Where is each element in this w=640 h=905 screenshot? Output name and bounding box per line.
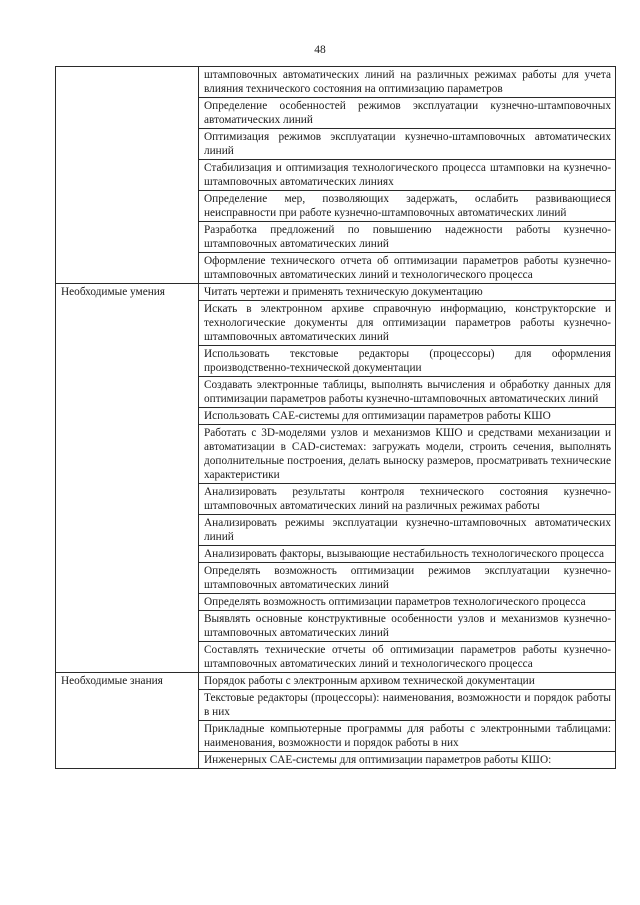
table-cell: Текстовые редакторы (процессоры): наименования, возможности и порядок работы в них [199,689,615,720]
table-cell: Разработка предложений по повышению надежности работы кузнечно-штамповочных автоматических линий [199,221,615,252]
section-label [56,67,199,283]
table-cell: штамповочных автоматических линий на различных режимах работы для учета влияния технического состояния на оптимизацию параметров [204,69,611,95]
table-cell: Инженерных CAE-системы для оптимизации параметров работы КШО: [199,751,615,768]
section-cells [199,284,615,672]
section-cells [199,673,615,768]
table-cell: Порядок работы с электронным архивом технической документации [204,675,535,687]
table-cell: Анализировать результаты контроля технического состояния кузнечно-штамповочных автоматических линий на различных режимах работы [199,483,615,514]
section-required-skills [56,284,615,673]
table-cell: Работать с 3D-моделями узлов и механизмов КШО и средствами механизации и автоматизации в CAD-системах: загружать модели, строить сечения, выполнять дополнительные построения, делать выноску размеров, просматривать технические характеристики [199,424,615,483]
table-cell: Прикладные компьютерные программы для работы с электронными таблицами: наименования, возможности и порядок работы в них [199,720,615,751]
table-cell: Анализировать режимы эксплуатации кузнечно-штамповочных автоматических линий [199,514,615,545]
requirements-table [55,66,616,769]
table-cell: Искать в электронном архиве справочную информацию, конструкторские и технологические документы для оптимизации параметров работы кузнечно-штамповочных автоматических линий [199,300,615,345]
table-cell: Определение особенностей режимов эксплуатации кузнечно-штамповочных автоматических линий [199,97,615,128]
table-cell: Оформление технического отчета об оптимизации параметров работы кузнечно-штамповочных автоматических линий и технологического процесса [199,252,615,283]
table-cell: Читать чертежи и применять техническую документацию [204,286,483,298]
section-label: Необходимые знания [56,673,199,768]
section-label: Необходимые умения [56,284,199,672]
table-cell: Анализировать факторы, вызывающие нестабильность технологического процесса [199,545,615,562]
table-cell: Составлять технические отчеты об оптимизации параметров работы кузнечно-штамповочных автоматических линий и технологического процесса [199,641,615,672]
section-required-knowledge [56,673,615,769]
table-cell: Определять возможность оптимизации параметров технологического процесса [199,593,615,610]
table-cell: Использовать текстовые редакторы (процессоры) для оформления производственно-технической документации [199,345,615,376]
table-cell: Определять возможность оптимизации режимов эксплуатации кузнечно-штамповочных автоматических линий [199,562,615,593]
table-cell: Использовать CAE-системы для оптимизации параметров работы КШО [199,407,615,424]
section-work-functions [56,67,615,284]
table-cell: Определение мер, позволяющих задержать, ослабить развивающиеся неисправности при работе кузнечно-штамповочных автоматических линий [199,190,615,221]
table-cell: Выявлять основные конструктивные особенности узлов и механизмов кузнечно-штамповочных автоматических линий [199,610,615,641]
table-cell: Оптимизация режимов эксплуатации кузнечно-штамповочных автоматических линий [199,128,615,159]
table-cell: Стабилизация и оптимизация технологического процесса штамповки на кузнечно-штамповочных автоматических линиях [199,159,615,190]
table-cell: Создавать электронные таблицы, выполнять вычисления и обработку данных для оптимизации параметров работы кузнечно-штамповочных автоматических линий [199,376,615,407]
page-number: 48 [314,44,326,56]
section-cells [199,67,615,283]
